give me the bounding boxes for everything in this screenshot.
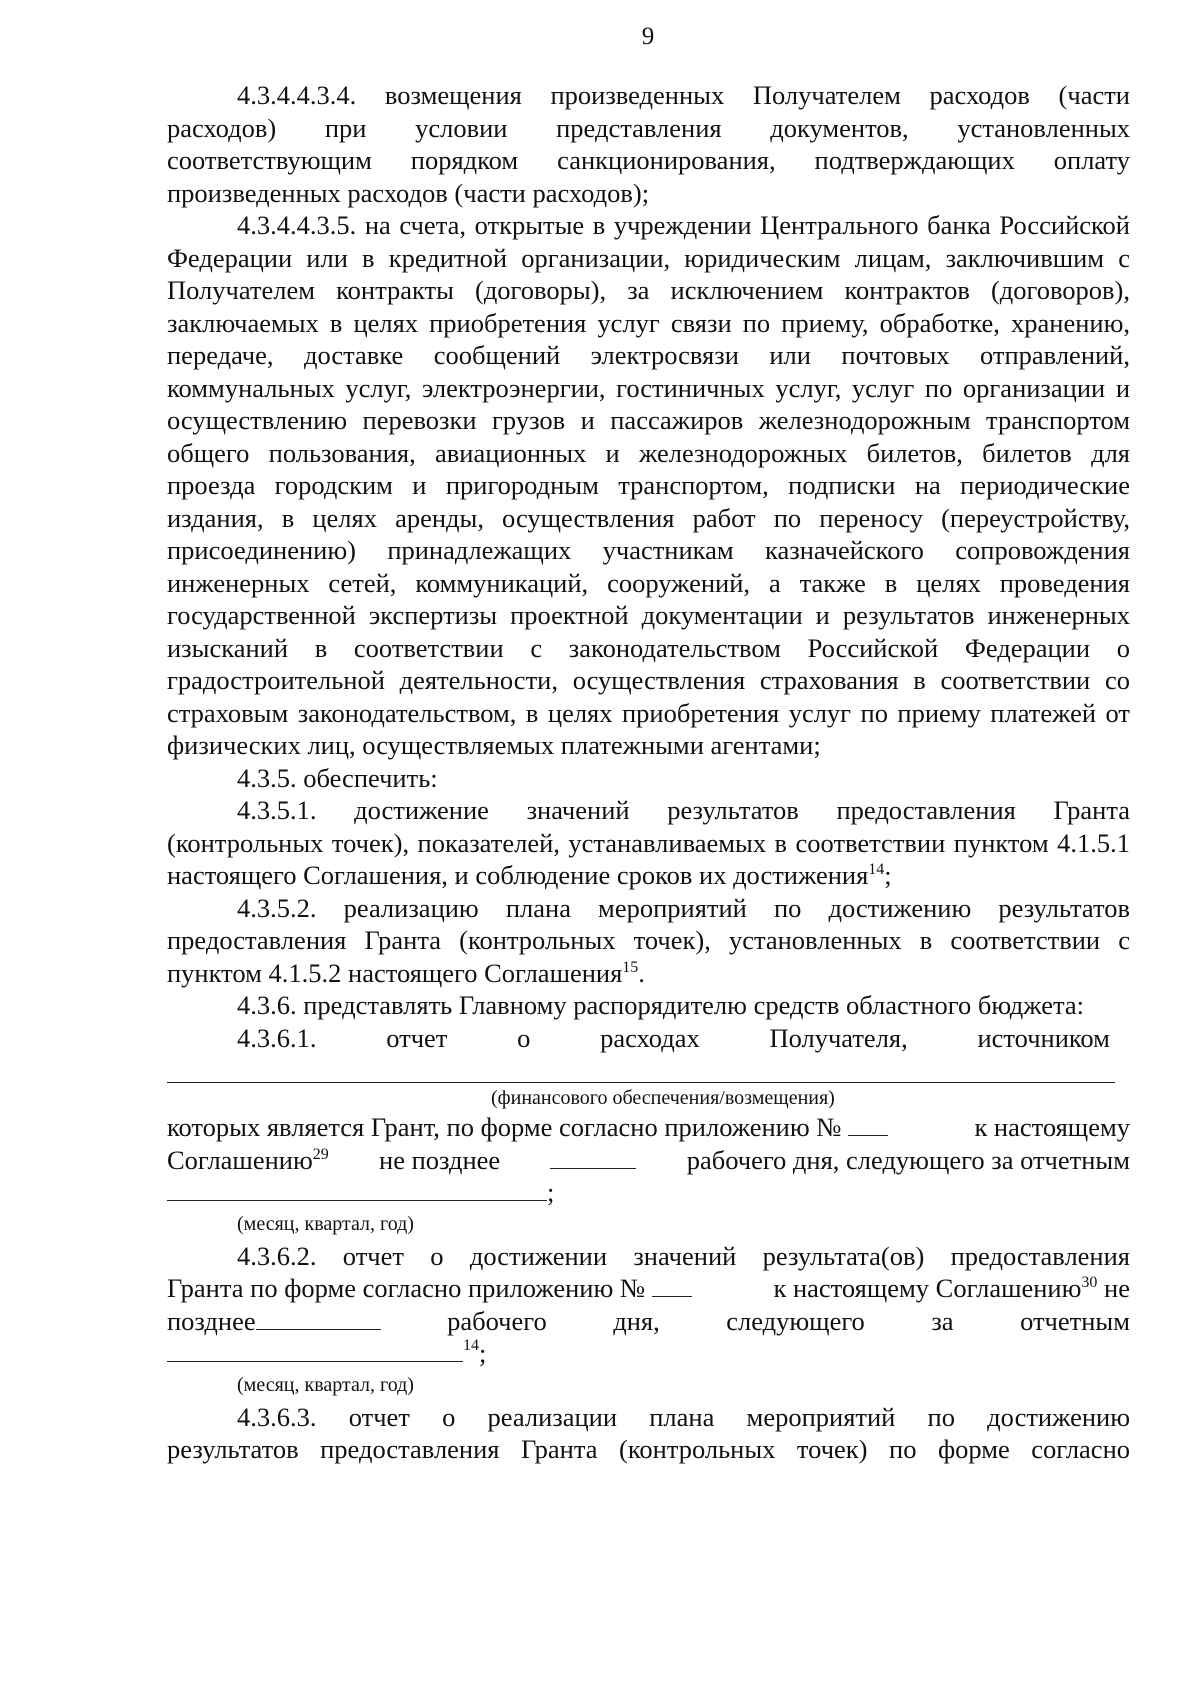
text-segment: рабочего дня, следующего за отчетным — [686, 1144, 1130, 1175]
appendix-number-blank — [848, 1111, 888, 1136]
clause-4-3-5-2 — [167, 892, 1130, 990]
period-blank — [167, 1176, 547, 1201]
text-segment: Гранта по форме согласно приложению № — [167, 1272, 692, 1305]
footnote-ref: 14 — [868, 861, 885, 878]
days-blank — [550, 1144, 636, 1169]
text-segment: ; — [547, 1177, 555, 1207]
word: 4.3.6.1. — [237, 1022, 317, 1053]
text-segment: не позднее — [379, 1144, 501, 1175]
appendix-number-blank — [652, 1272, 692, 1297]
days-blank — [256, 1305, 381, 1330]
text-segment: к настоящему — [974, 1112, 1130, 1142]
fill-in-rule — [167, 1058, 1115, 1083]
footnote-ref: 15 — [622, 958, 639, 976]
document-body — [167, 79, 1130, 1466]
footnote-ref: 30 — [1081, 1274, 1098, 1291]
word: расходах — [600, 1022, 700, 1053]
clause-end: . — [638, 957, 645, 988]
clause-end: ; — [884, 860, 892, 890]
clause-4-3-6: 4.3.6. представлять Главному распорядителю средств областного бюджета: — [237, 990, 1085, 1020]
period-blank — [167, 1337, 463, 1362]
word: за — [931, 1305, 954, 1336]
clause-4-3-6-2-line2 — [167, 1272, 1130, 1305]
page-number: 9 — [641, 23, 655, 50]
field-caption-period: (месяц, квартал, год) — [237, 1212, 414, 1235]
clause-4-3-4-4-3-4: 4.3.4.4.3.4. возмещения произведенных Получателем расходов (части расходов) при условии представления документов, установленных соответствующим порядком санкционирования, подтверждающих оплату произведенных расходов (части расходов); — [167, 80, 1130, 208]
word: дня, — [613, 1305, 660, 1336]
clause-4-3-5: 4.3.5. обеспечить: — [237, 762, 438, 793]
clause-text: 4.3.5.1. достижение значений результатов предоставления Гранта (контрольных точек), показателей, устанавливаемых в соответствии пунктом 4.1.5.1 настоящего Соглашения, и соблюдение сроков их достижения — [167, 795, 1130, 890]
clause-4-3-6-1-line2 — [167, 1111, 1130, 1144]
text-segment: результатов предоставления Гранта (контрольных точек) по форме согласно — [167, 1434, 1130, 1464]
clause-4-3-6-2-line3 — [167, 1305, 1130, 1338]
clause-4-3-6-1-line3 — [167, 1144, 1130, 1177]
text-segment: к настоящему Соглашению$^{30}$ не — [773, 1273, 1130, 1303]
word: рабочего — [447, 1305, 547, 1336]
clause-4-3-6-3-line1 — [167, 1401, 1130, 1434]
field-caption-financing: (финансового обеспечения/возмещения) — [491, 1087, 835, 1109]
clause-4-3-6-3-line2 — [167, 1433, 1130, 1466]
text-segment: 4.3.6.3. отчет о реализации плана мероприятий по достижению — [237, 1401, 1130, 1432]
text-segment: Соглашению$^{29}$ — [167, 1144, 329, 1175]
text-segment: позднее — [167, 1305, 381, 1338]
word: Получателя, — [769, 1022, 908, 1053]
clause-4-3-6-1-line4 — [167, 1176, 1130, 1209]
word: о — [517, 1022, 531, 1053]
word: источником — [977, 1022, 1110, 1053]
text-segment: которых является Грант, по форме согласно приложению № — [167, 1111, 888, 1144]
word: следующего — [726, 1305, 865, 1336]
clause-4-3-6-2-line1 — [167, 1240, 1130, 1273]
clause-4-3-6-1-line1 — [167, 1022, 1130, 1055]
text-segment: ; — [479, 1338, 487, 1368]
word: отчет — [386, 1022, 448, 1053]
clause-text: 4.3.5.2. реализацию плана мероприятий по достижению результатов предоставления Гранта (контрольных точек), установленных в соответствии с пунктом 4.1.5.2 настоящего Соглашения — [167, 892, 1130, 988]
text-segment: 4.3.6.2. отчет о достижении значений результата(ов) предоставления — [237, 1240, 1130, 1271]
field-caption-period: (месяц, квартал, год) — [237, 1373, 414, 1396]
word: отчетным — [1020, 1305, 1130, 1336]
clause-4-3-4-4-3-5: 4.3.4.4.3.5. на счета, открытые в учреждении Центрального банка Российской Федерации или в кредитной организации, юридическим лицам, заключившим с Получателем контракты (договоры), за исключением контрактов (договоров), заключаемых в целях приобретения услуг связи по приему, обработке, хранению, передаче, доставке сообщений электросвязи или почтовых отправлений, коммунальных услуг, электроэнергии, гостиничных услуг, услуг по организации и осуществлению перевозки грузов и пассажиров железнодорожным транспортом общего пользования, авиационных и железнодорожных билетов, билетов для проезда городским и пригородным транспортом, подписки на периодические издания, в целях аренды, осуществления работ по переносу (переустройству, присоединению) принадлежащих участникам казначейского сопровождения инженерных сетей, коммуникаций, сооружений, а также в целях проведения государственной экспертизы проектной документации и результатов инженерных изысканий в соответствии с законодательством Российской Федерации о градостроительной деятельности, осуществления страхования в соответствии со страховым законодательством, в целях приобретения услуг по приему платежей от физических лиц, осуществляемых платежными агентами; — [167, 210, 1130, 760]
clause-4-3-5-1 — [167, 794, 1130, 892]
footnote-ref: 29 — [312, 1145, 329, 1163]
footnote-ref: 14 — [463, 1337, 479, 1354]
clause-4-3-6-2-line4 — [167, 1337, 1130, 1370]
